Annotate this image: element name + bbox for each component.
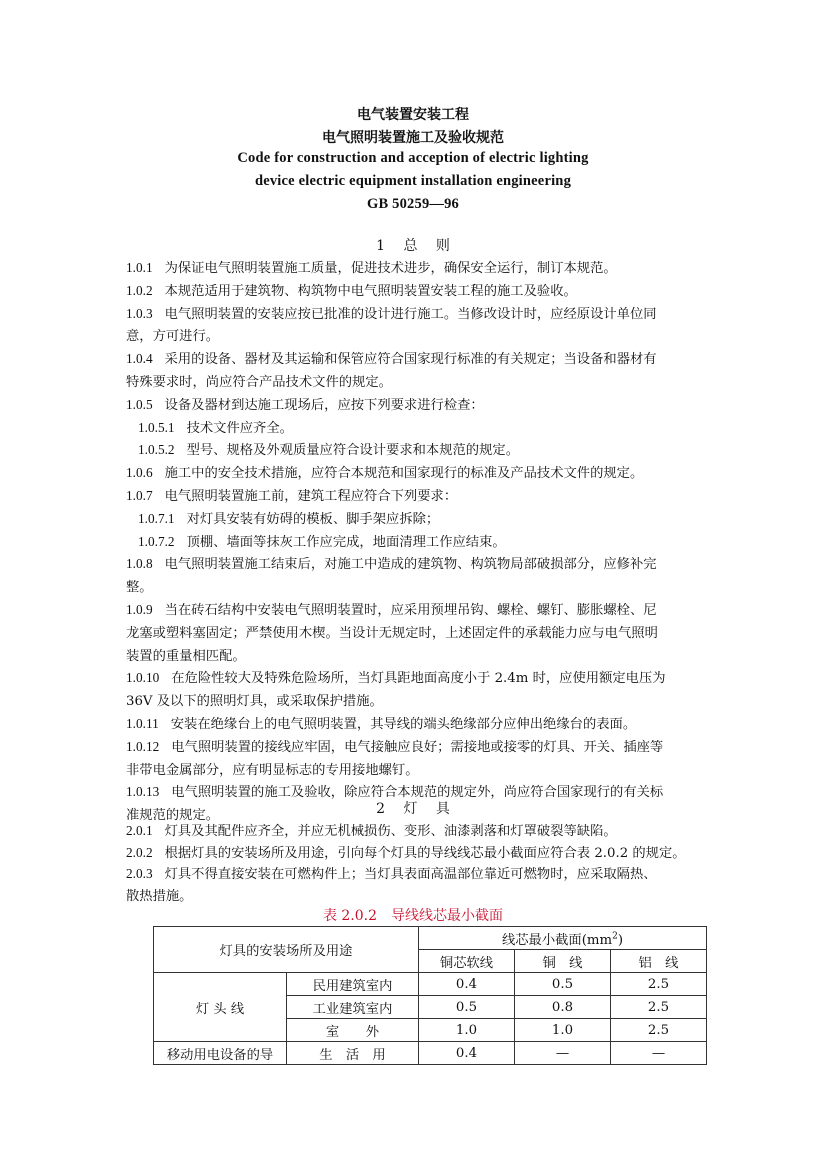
clause-text: 电气照明装置的施工及验收，除应符合本规范的规定外，尚应符合国家现行的有关标 xyxy=(171,785,664,801)
paragraph-line xyxy=(138,417,293,436)
paragraph-line xyxy=(126,485,457,504)
cell: 2.5 xyxy=(611,973,707,996)
clause-number: 1.0.5.1 xyxy=(138,419,175,435)
header-cross-section: 线芯最小截面$(mm^2)$ xyxy=(419,927,707,950)
clause-number: 1.0.2 xyxy=(126,282,153,298)
clause-text: 电气照明装置施工前，建筑工程应符合下列要求： xyxy=(164,489,458,504)
group-mobile-equipment: 移动用电设备的导 xyxy=(154,1042,287,1065)
clause-text: 特殊要求时，尚应符合产品技术文件的规定。 xyxy=(126,375,392,390)
paragraph-line xyxy=(126,759,419,778)
cell: 0.4 xyxy=(419,1042,515,1065)
cell: 2.5 xyxy=(611,996,707,1019)
paragraph-line xyxy=(126,667,666,686)
standard-code: GB 50259—96 xyxy=(366,196,460,212)
clause-number: 1.0.6 xyxy=(126,465,153,481)
clause-text: 根据灯具的安装场所及用途，引向每个灯具的导线线芯最小截面应符合表 2.0.2 的规定。 xyxy=(164,845,686,861)
clause-number: 1.0.1 xyxy=(126,260,153,275)
section-2-heading: 2 灯 具 xyxy=(376,801,450,817)
paragraph-line xyxy=(126,736,663,755)
paragraph-line xyxy=(126,553,657,572)
col-header-copper: 铜 线 xyxy=(515,950,611,973)
paragraph-line xyxy=(126,257,617,276)
paragraph-line xyxy=(138,439,519,458)
english-title-line-1: Code for construction and acception of electric lighting xyxy=(237,150,589,166)
row-place: 工业建筑室内 xyxy=(287,996,419,1019)
row-place: 民用建筑室内 xyxy=(287,973,419,996)
clause-number: 1.0.4 xyxy=(126,351,153,367)
paragraph-line xyxy=(126,303,657,322)
document-subtitle: 电气照明装置施工及验收规范 xyxy=(322,130,504,146)
cell: 0.4 xyxy=(419,973,515,996)
clause-text: 采用的设备、器材及其运输和保管应符合国家现行标准的有关规定；当设备和器材有 xyxy=(164,352,657,368)
clause-text: 36V 及以下的照明灯具，或采取保护措施。 xyxy=(126,694,383,710)
cell: 0.8 xyxy=(515,996,611,1019)
paragraph-line xyxy=(126,348,657,367)
clause-text: 电气照明装置的接线应牢固，电气接触应良好；需接地或接零的灯具、开关、插座等 xyxy=(171,739,664,755)
paragraph-line xyxy=(126,576,153,595)
clause-text: 施工中的安全技术措施，应符合本规范和国家现行的标准及产品技术文件的规定。 xyxy=(164,466,644,482)
clause-text: 装置的重量相匹配。 xyxy=(126,648,246,664)
section-1-heading: 1 总 则 xyxy=(376,238,450,254)
group-lamp-lead: 灯 头 线 xyxy=(154,973,287,1042)
clause-number: 1.0.10 xyxy=(126,670,160,686)
clause-text: 对灯具安装有妨碍的模板、脚手架应拆除； xyxy=(186,511,440,527)
cell: 1.0 xyxy=(515,1019,611,1042)
clause-number: 1.0.5.2 xyxy=(138,442,175,458)
clause-number: 1.0.5 xyxy=(126,396,153,412)
clause-text: 顶棚、墙面等抹灰工作应完成，地面清理工作应结束。 xyxy=(186,534,506,550)
paragraph-line xyxy=(126,622,658,641)
cell: 0.5 xyxy=(515,973,611,996)
clause-text: 龙塞或塑料塞固定；严禁使用木楔。当设计无规定时，上述固定件的承载能力应与电气照明 xyxy=(126,625,658,641)
row-place: 室 外 xyxy=(287,1019,419,1042)
clause-number: 1.0.3 xyxy=(126,305,153,321)
clause-number: 2.0.3 xyxy=(126,866,153,882)
paragraph-line xyxy=(126,394,484,413)
clause-text: 型号、规格及外观质量应符合设计要求和本规范的规定。 xyxy=(186,443,519,459)
col-header-copper-soft: 铜芯软线 xyxy=(419,950,515,973)
clause-text: 技术文件应齐全。 xyxy=(186,420,293,436)
clause-text: 散热措施。 xyxy=(126,889,193,905)
clause-text: 在危险性较大及特殊危险场所，当灯具距地面高度小于 2.4m 时，应使用额定电压为 xyxy=(171,671,666,687)
paragraph-line xyxy=(126,371,392,390)
paragraph-line xyxy=(126,690,383,709)
clause-text: 准规范的规定。 xyxy=(126,808,220,824)
clause-number: 1.0.12 xyxy=(126,738,160,754)
paragraph-line xyxy=(126,863,657,882)
paragraph-line xyxy=(126,599,657,618)
table-caption: 表 2.0.2 导线线芯最小截面 xyxy=(322,908,504,924)
clause-number: 1.0.11 xyxy=(126,716,159,731)
paragraph-line xyxy=(126,462,643,481)
clause-number: 1.0.13 xyxy=(126,784,160,800)
clause-text: 灯具不得直接安装在可燃构件上；当灯具表面高温部位靠近可燃物时，应采取隔热、 xyxy=(164,867,657,883)
cell: 1.0 xyxy=(419,1019,515,1042)
clause-number: 1.0.9 xyxy=(126,602,153,617)
english-title-line-2: device electric equipment installation engineering xyxy=(254,173,572,189)
clause-number: 1.0.7.2 xyxy=(138,533,175,549)
clause-number: 1.0.7 xyxy=(126,488,153,503)
clause-text: 电气照明装置施工结束后，对施工中造成的建筑物、构筑物局部破损部分，应修补完 xyxy=(164,557,657,573)
clause-text: 为保证电气照明装置施工质量，促进技术进步，确保安全运行，制订本规范。 xyxy=(164,261,617,276)
header-place: 灯具的安装场所及用途 xyxy=(154,927,419,973)
paragraph-line xyxy=(126,645,246,664)
clause-text: 非带电金属部分，应有明显标志的专用接地螺钉。 xyxy=(126,762,419,778)
clause-number: 2.0.2 xyxy=(126,844,153,860)
clause-text: 灯具及其配件应齐全，并应无机械损伤、变形、油漆剥落和灯罩破裂等缺陷。 xyxy=(164,824,617,839)
document-title: 电气装置安装工程 xyxy=(357,107,469,123)
cell: — xyxy=(515,1042,611,1065)
paragraph-line xyxy=(126,713,636,732)
paragraph-line xyxy=(126,885,192,904)
cell: 2.5 xyxy=(611,1019,707,1042)
paragraph-line xyxy=(126,820,617,839)
row-place: 生 活 用 xyxy=(287,1042,419,1065)
clause-text: 意，方可进行。 xyxy=(126,329,220,345)
paragraph-line xyxy=(138,531,506,550)
cell: 0.5 xyxy=(419,996,515,1019)
paragraph-line xyxy=(126,842,686,861)
col-header-aluminum: 铝 线 xyxy=(611,950,707,973)
clause-text: 安装在绝缘台上的电气照明装置，其导线的端头绝缘部分应伸出绝缘台的表面。 xyxy=(170,717,637,732)
clause-text: 整。 xyxy=(126,580,153,596)
cross-section-table xyxy=(153,926,707,1065)
clause-text: 设备及器材到达施工现场后，应按下列要求进行检查： xyxy=(164,397,484,413)
paragraph-line xyxy=(138,508,439,527)
paragraph-line xyxy=(126,280,577,299)
clause-text: 当在砖石结构中安装电气照明装置时，应采用预埋吊钩、螺栓、螺钉、膨胀螺栓、尼 xyxy=(164,603,657,618)
clause-text: 电气照明装置的安装应按已批准的设计进行施工。当修改设计时，应经原设计单位同 xyxy=(164,306,657,322)
clause-number: 1.0.7.1 xyxy=(138,510,175,526)
clause-text: 本规范适用于建筑物、构筑物中电气照明装置安装工程的施工及验收。 xyxy=(164,283,577,299)
cell: — xyxy=(611,1042,707,1065)
clause-number: 2.0.1 xyxy=(126,823,153,838)
paragraph-line xyxy=(126,325,219,344)
clause-number: 1.0.8 xyxy=(126,556,153,572)
